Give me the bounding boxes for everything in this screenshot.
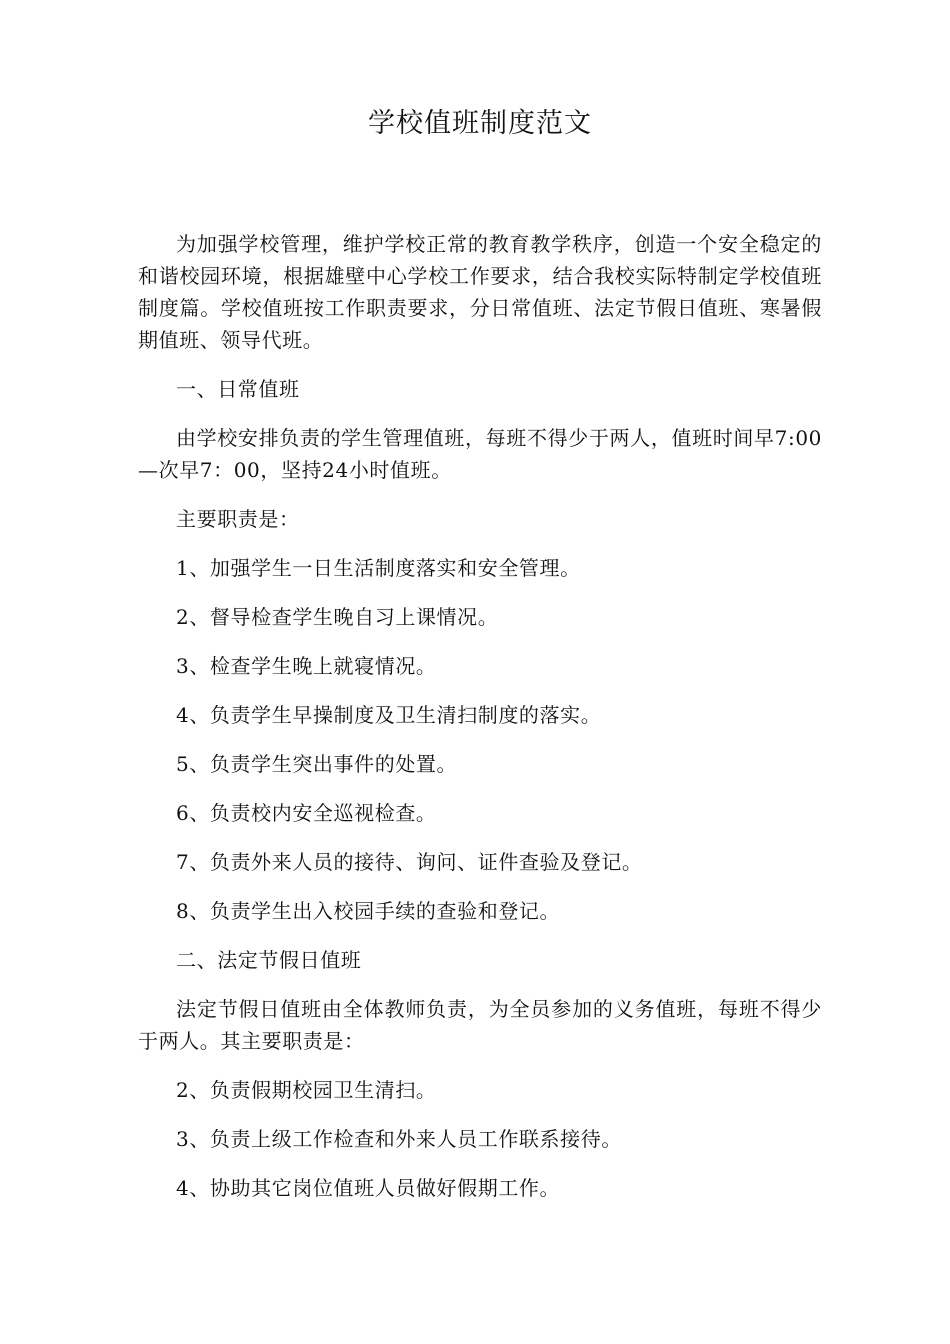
list-item: 2、负责假期校园卫生清扫。: [176, 1078, 437, 1102]
list-item: 3、检查学生晚上就寝情况。: [176, 654, 437, 678]
list-item: 1、加强学生一日生活制度落实和安全管理。: [176, 556, 581, 580]
paragraph-intro: 为加强学校管理，维护学校正常的教育教学秩序，创造一个安全稳定的和谐校园环境，根据雄壁中心学校工作要求，结合我校实际特制定学校值班制度篇。学校值班按工作职责要求，分日常值班、法定节假日值班、寒暑假期值班、领导代班。: [138, 232, 822, 352]
list-item: 6、负责校内安全巡视检查。: [176, 801, 437, 825]
paragraph-holiday-duty: 法定节假日值班由全体教师负责，为全员参加的义务值班，每班不得少于两人。其主要职责是：: [138, 997, 822, 1053]
document-title: 学校值班制度范文: [368, 108, 592, 139]
list-item: 4、协助其它岗位值班人员做好假期工作。: [176, 1176, 561, 1200]
paragraph-main-duties: 主要职责是：: [176, 507, 300, 531]
section-heading-daily-duty: 一、日常值班: [176, 377, 300, 401]
list-item: 2、督导检查学生晚自习上课情况。: [176, 605, 499, 629]
list-item: 3、负责上级工作检查和外来人员工作联系接待。: [176, 1127, 622, 1151]
document-body: [138, 228, 822, 1204]
list-item: 4、负责学生早操制度及卫生清扫制度的落实。: [176, 703, 602, 727]
section-heading-holiday-duty: 二、法定节假日值班: [176, 948, 362, 972]
list-item: 7、负责外来人员的接待、询问、证件查验及登记。: [176, 850, 643, 874]
list-item: 8、负责学生出入校园手续的查验和登记。: [176, 899, 561, 923]
paragraph-daily-duty: 由学校安排负责的学生管理值班，每班不得少于两人，值班时间早7:00—次早7：00，坚持24小时值班。: [138, 426, 822, 482]
list-item: 5、负责学生突出事件的处置。: [176, 752, 458, 776]
